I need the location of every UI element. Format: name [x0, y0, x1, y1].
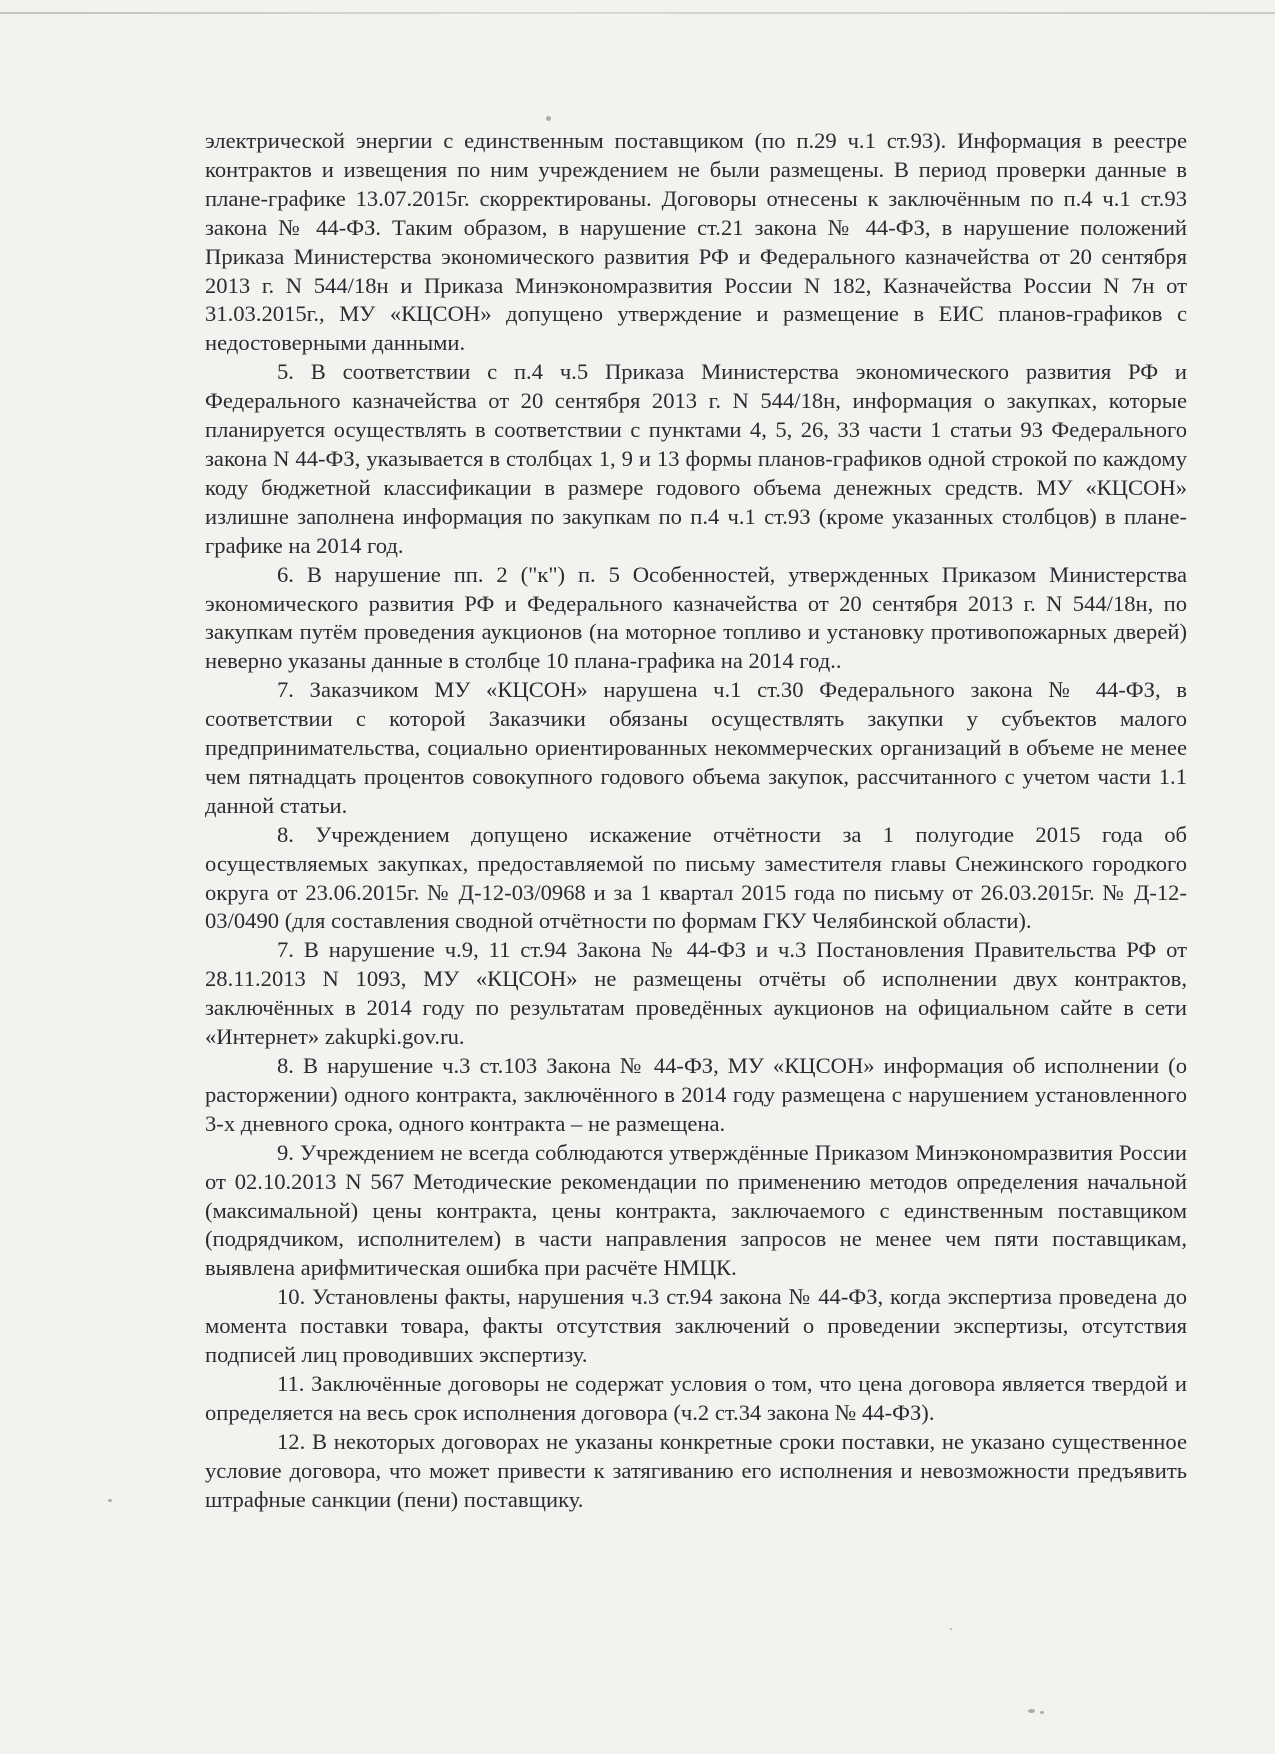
paragraph-item-7: 7. Заказчиком МУ «КЦСОН» нарушена ч.1 ст.30 Федерального закона № 44-ФЗ, в соответствии с которой Заказчики обязаны осуществлять закупки у субъектов малого предпринимательства, социально ориентированных некоммерческих организаций в объеме не менее чем пятнадцать процентов совокупного годового объема закупок, рассчитанного с учетом части 1.1 данной статьи.: [205, 677, 1187, 818]
scan-speck: [1028, 1709, 1035, 1713]
paragraph-item-7b: 7. В нарушение ч.9, 11 ст.94 Закона № 44-ФЗ и ч.3 Постановления Правительства РФ от 28.11.2013 N 1093, МУ «КЦСОН» не размещены отчёты об исполнении двух контрактов, заключённых в 2014 году по результатам проведённых аукционов на официальном сайте в сети «Интернет» zakupki.gov.ru.: [205, 937, 1187, 1050]
document-body: [205, 127, 1187, 1515]
scan-speck: [108, 1499, 112, 1502]
paragraph-item-12: 12. В некоторых договорах не указаны конкретные сроки поставки, не указано существенное условие договора, что может привести к затягиванию его исполнения и невозможности предъявить штрафные санкции (пени) поставщику.: [205, 1428, 1187, 1512]
scan-speck: [950, 1628, 952, 1630]
scan-speck: [546, 116, 551, 121]
paragraph-item-9: 9. Учреждением не всегда соблюдаются утверждённые Приказом Минэкономразвития России от 02.10.2013 N 567 Методические рекомендации по применению методов определения начальной (максимальной) цены контракта, цены контракта, заключаемого с единственным поставщиком (подрядчиком, исполнителем) в части направления запросов не менее чем пяти поставщикам, выявлена арифмитическая ошибка при расчёте НМЦК.: [205, 1139, 1187, 1281]
paragraph-item-8b: 8. В нарушение ч.3 ст.103 Закона № 44-ФЗ, МУ «КЦСОН» информация об исполнении (о расторжении) одного контракта, заключённого в 2014 году размещена с нарушением установленного 3-х дневного срока, одного контракта – не размещена.: [205, 1053, 1187, 1136]
paragraph-item-10: 10. Установлены факты, нарушения ч.3 ст.94 закона № 44-ФЗ, когда экспертиза проведена до момента поставки товара, факты отсутствия заключений о проведении экспертизы, отсутствия подписей лиц проводивших экспертизу.: [205, 1284, 1187, 1368]
page-top-edge: [0, 12, 1275, 14]
paragraph-item-5: 5. В соответствии с п.4 ч.5 Приказа Министерства экономического развития РФ и Федерального казначейства от 20 сентября 2013 г. N 544/18н, информация о закупках, которые планируется осуществлять в соответствии с пунктами 4, 5, 26, 33 части 1 статьи 93 Федерального закона N 44-ФЗ, указывается в столбцах 1, 9 и 13 формы планов-графиков одной строкой по каждому коду бюджетной классификации в размере годового объема денежных средств. МУ «КЦСОН» излишне заполнена информация по закупкам по п.4 ч.1 ст.93 (кроме указанных столбцов) в плане-графике на 2014 год.: [205, 359, 1187, 558]
paragraph-continuation: электрической энергии с единственным поставщиком (по п.29 ч.1 ст.93). Информация в реестре контрактов и извещения по ним учреждением не были размещены. В период проверки данные в плане-графике 13.07.2015г. скорректированы. Договоры отнесены к заключённым по п.4 ч.1 ст.93 закона № 44-ФЗ. Таким образом, в нарушение ст.21 закона № 44-ФЗ, в нарушение положений Приказа Министерства экономического развития РФ и Федерального казначейства от 20 сентября 2013 г. N 544/18н и Приказа Минэкономразвития России N 182, Казначейства России N 7н от 31.03.2015г., МУ «КЦСОН» допущено утверждение и размещение в ЕИС планов-графиков с недостоверными данными.: [205, 128, 1187, 356]
paragraph-item-8: 8. Учреждением допущено искажение отчётности за 1 полугодие 2015 года об осуществляемых закупках, предоставляемой по письму заместителя главы Снежинского городкого округа от 23.06.2015г. № Д-12-03/0968 и за 1 квартал 2015 года по письму от 26.03.2015г. № Д-12-03/0490 (для составления сводной отчётности по формам ГКУ Челябинской области).: [205, 821, 1187, 934]
paragraph-item-6: 6. В нарушение пп. 2 ("к") п. 5 Особенностей, утвержденных Приказом Министерства экономического развития РФ и Федерального казначейства от 20 сентября 2013 г. N 544/18н, по закупкам путём проведения аукционов (на моторное топливо и установку противопожарных дверей) неверно указаны данные в столбце 10 плана-графика на 2014 год..: [205, 561, 1187, 674]
paragraph-item-11: 11. Заключённые договоры не содержат условия о том, что цена договора является твердой и определяется на весь срок исполнения договора (ч.2 ст.34 закона № 44-ФЗ).: [205, 1370, 1187, 1425]
scan-speck: [1040, 1711, 1044, 1714]
